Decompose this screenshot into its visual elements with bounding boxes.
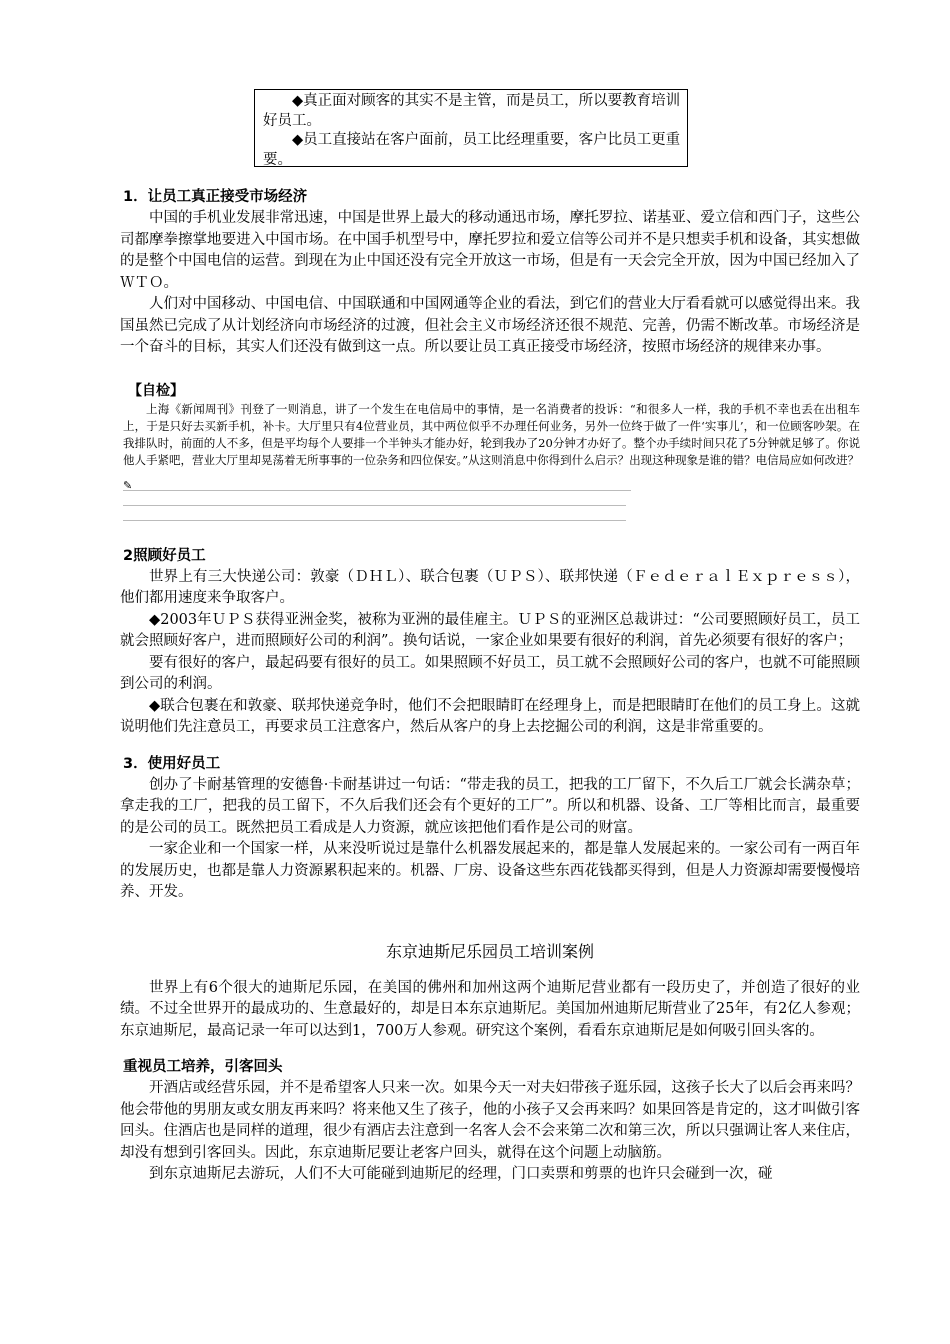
section-heading: 1．让员工真正接受市场经济 <box>123 189 308 205</box>
paragraph: 到东京迪斯尼去游玩，人们不大可能碰到迪斯尼的经理，门口卖票和剪票的也许只会碰到一次，碰 <box>149 1166 773 1182</box>
paragraph: 要有很好的客户，最起码要有很好的员工。如果照顾不好员工，员工就不会照顾好公司的客户，也就不可能照顾到公司的利润。 <box>120 654 860 692</box>
callout-box <box>254 89 688 167</box>
paragraph: 一家企业和一个国家一样，从来没听说过是靠什么机器发展起来的，都是靠人发展起来的。一家公司有一两百年的发展历史，也都是靠人力资源累积起来的。机器、厂房、设备这些东西花钱都买得到，但是人力资源却需要慢慢培养、开发。 <box>120 841 860 900</box>
section-heading: 重视员工培养，引客回头 <box>123 1059 283 1075</box>
callout-paragraph: ◆员工直接站在客户面前，员工比经理重要，客户比员工更重要。 <box>263 132 681 168</box>
paragraph: ◆2003年ＵＰＳ获得亚洲金奖，被称为亚洲的最佳雇主。ＵＰＳ的亚洲区总裁讲过：“公司要照顾好员工，员工就会照顾好客户，进而照顾好公司的利润”。换句话说，一家企业如果要有很好的利润，首先必须要有很好的客户； <box>120 611 860 649</box>
section-heading: 3．使用好员工 <box>123 755 221 772</box>
self-check-title: 【自检】 <box>128 382 184 399</box>
pen-icon: ✎ <box>123 478 133 492</box>
paragraph: 世界上有6个很大的迪斯尼乐园，在美国的佛州和加州这两个迪斯尼营业都有一段历史了，并创造了很好的业绩。不过全世界开的最成功的、生意最好的，却是日本东京迪斯尼。美国加州迪斯尼斯营业了25年，有2亿人参观；东京迪斯尼，最高记录一年可以达到1，700万人参观。研究这个案例，看看东京迪斯尼是如何吸引回头客的。 <box>120 979 860 1039</box>
paragraph: 开酒店或经营乐园，并不是希望客人只来一次。如果今天一对夫妇带孩子逛乐园，这孩子长大了以后会再来吗？他会带他的男朋友或女朋友再来吗？将来他又生了孩子，他的小孩子又会再来吗？如果回答是肯定的，这才叫做引客回头。住酒店也是同样的道理，很少有酒店去注意到一名客人会不会来第二次和第三次，所以只强调让客人来住店，却没有想到引客回头。因此，东京迪斯尼要让老客户回头，就得在这个问题上动脑筋。 <box>120 1080 860 1161</box>
paragraph: ◆联合包裹在和敦豪、联邦快递竞争时，他们不会把眼睛盯在经理身上，而是把眼睛盯在他们的员工身上。这就说明他们先注意员工，再要求员工注意客户，然后从客户的身上去挖掘公司的利润，这是非常重要的。 <box>120 697 860 735</box>
self-check-text: 上海《新闻周刊》刊登了一则消息，讲了一个发生在电信局中的事情，是一名消费者的投诉：“和很多人一样，我的手机不幸也丢在出租车上，于是只好去买新手机，补卡。大厅里只有4位营业员，其中两位似乎不办理任何业务，另外一位终于做了一件‘实事儿’，和一位顾客吵架。在我排队时，前面的人不多，但是平均每个人要排一个半钟头才能办好，轮到我办了20分钟才办好了。整个办手续时间只花了5分钟就足够了。你说他人手紧吧，营业大厅里却晃荡着无所事事的一位杂务和四位保安。”从这则消息中你得到什么启示？出现这种现象是谁的错？电信局应如何改进？ <box>123 401 860 467</box>
case-title: 东京迪斯尼乐园员工培训案例 <box>385 941 594 961</box>
callout-paragraph: ◆真正面对顾客的其实不是主管，而是员工，所以要教育培训好员工。 <box>263 93 681 129</box>
paragraph: 人们对中国移动、中国电信、中国联通和中国网通等企业的看法，到它们的营业大厅看看就可以感觉得出来。我国虽然已完成了从计划经济向市场经济的过渡，但社会主义市场经济还很不规范、完善，仍需不断改革。市场经济是一个奋斗的目标，其实人们还没有做到这一点。所以要让员工真正接受市场经济，按照市场经济的规律来办事。 <box>120 296 860 355</box>
main-content <box>120 186 860 1186</box>
section-heading: 2照顾好员工 <box>123 547 206 564</box>
paragraph: 世界上有三大快递公司：敦豪（ＤＨＬ）、联合包裹（ＵＰＳ）、联邦快递（ＦｅｄｅｒａｌＥｘｐｒｅｓｓ），他们都用速度来争取客户。 <box>120 568 860 606</box>
paragraph: 中国的手机业发展非常迅速，中国是世界上最大的移动通迅市场，摩托罗拉、诺基亚、爱立信和西门子，这些公司都摩拳擦掌地要进入中国市场。在中国手机型号中，摩托罗拉和爱立信等公司并不是只想卖手机和设备，其实想做的是整个中国电信的运营。到现在为止中国还没有完全开放这一市场，但是有一天会完全开放，因为中国已经加入了ＷＴＯ。 <box>120 210 860 291</box>
paragraph: 创办了卡耐基管理的安德鲁·卡耐基讲过一句话：“带走我的员工，把我的工厂留下，不久后工厂就会长满杂草；拿走我的工厂，把我的员工留下，不久后我们还会有个更好的工厂”。所以和机器、设备、工厂等相比而言，最重要的是公司的员工。既然把员工看成是人力资源，就应该把他们看作是公司的财富。 <box>120 776 860 836</box>
